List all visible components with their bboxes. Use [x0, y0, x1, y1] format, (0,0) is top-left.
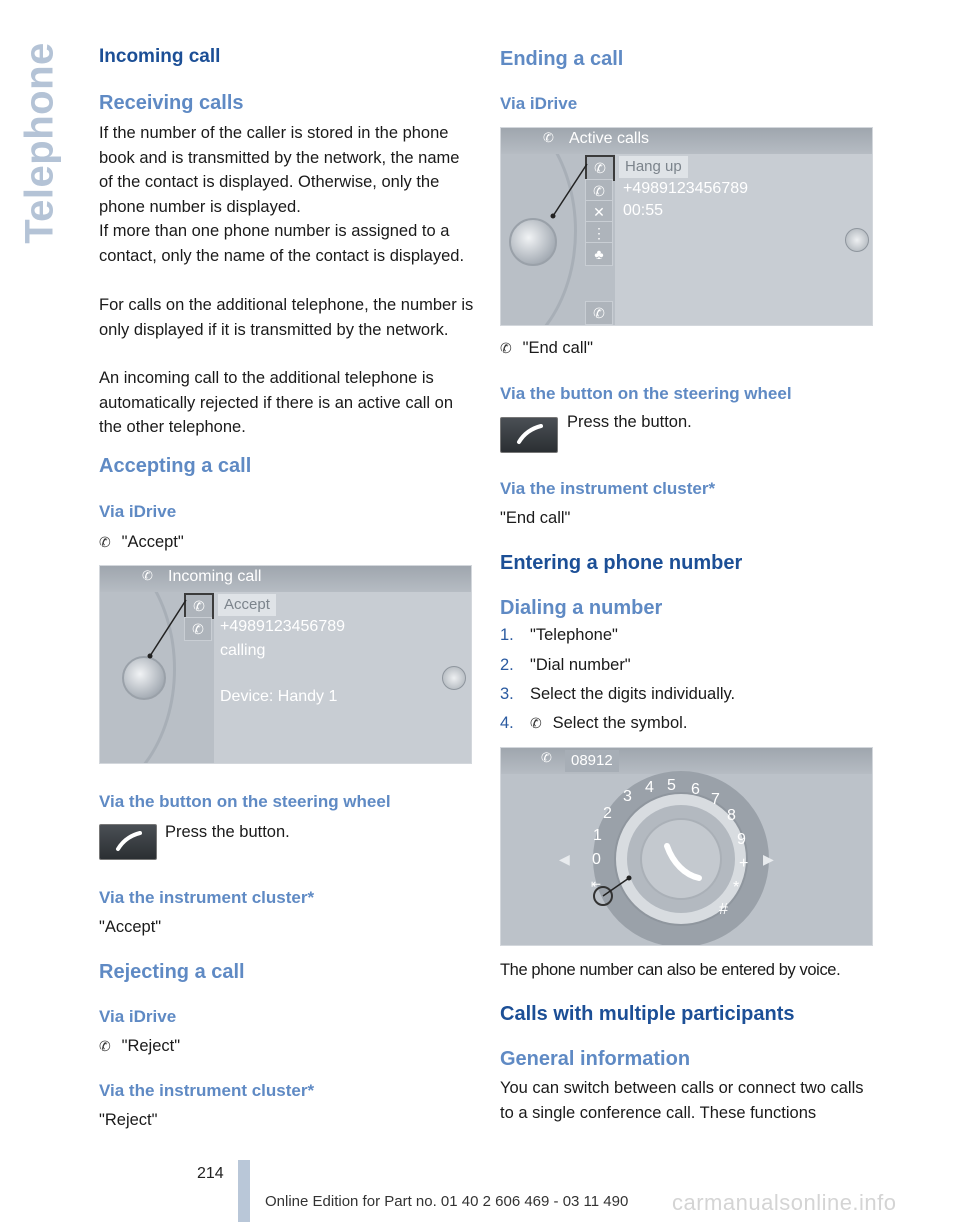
- press-button-end: Press the button.: [567, 413, 692, 431]
- mute-icon[interactable]: ✕: [585, 200, 613, 224]
- subheading-via-idrive-reject: Via iDrive: [99, 1007, 177, 1026]
- telephone-icon: ✆: [543, 130, 554, 145]
- dial-symbol-icon: ✆: [530, 715, 542, 731]
- active-number: +4989123456789: [623, 180, 749, 197]
- accept-label: "Accept": [121, 533, 184, 551]
- step-text-with-icon: [530, 714, 687, 733]
- phone-end-icon: ✆: [500, 340, 512, 356]
- end-call-line: [500, 336, 593, 361]
- handset-icon: [501, 418, 557, 452]
- svg-text:#: #: [719, 901, 728, 918]
- step-text: "Telephone": [530, 626, 618, 644]
- digit-speller: [501, 748, 872, 945]
- svg-text:6: 6: [691, 781, 700, 798]
- entered-digits: 08912: [565, 750, 619, 772]
- page-number: 214: [197, 1165, 224, 1182]
- heading-entering-number: Entering a phone number: [500, 552, 743, 574]
- subheading-via-steering-end: Via the button on the steering wheel: [500, 384, 792, 403]
- pointer-line: [501, 128, 872, 325]
- cluster-accept-label: "Accept": [99, 918, 162, 936]
- idrive-screen-incoming-call: [99, 565, 472, 764]
- subheading-via-idrive-end: Via iDrive: [500, 94, 578, 113]
- device-name: Device: Handy 1: [220, 688, 338, 705]
- step-text: Select the symbol.: [552, 714, 688, 732]
- footer-accent-bar: [238, 1160, 250, 1222]
- svg-text:2: 2: [603, 805, 612, 822]
- telephone-icon: ✆: [541, 750, 552, 765]
- end-call-label: "End call": [522, 339, 594, 357]
- step-text: Select the digits individually.: [530, 685, 736, 703]
- paragraph-auto-reject: An incoming call to the additional telephone is automatically rejected if there is an active call on the other telephone.: [99, 369, 454, 436]
- cluster-reject-label: "Reject": [99, 1111, 158, 1129]
- accept-call-icon[interactable]: ✆: [184, 593, 214, 619]
- subheading-via-cluster-accept: Via the instrument cluster*: [99, 888, 315, 907]
- heading-multiple-participants: Calls with multiple participants: [500, 1003, 795, 1025]
- handsfree-icon[interactable]: ✆: [585, 301, 613, 325]
- reject-call-icon[interactable]: ✆: [184, 617, 212, 641]
- keypad-icon[interactable]: ⋮: [585, 221, 613, 245]
- step-number: 1.: [500, 626, 514, 644]
- caller-number: +4989123456789: [220, 618, 346, 635]
- svg-text:3: 3: [623, 788, 632, 805]
- heading-receiving-calls: Receiving calls: [99, 92, 244, 114]
- svg-text:▶: ▶: [763, 851, 774, 867]
- watermark: carmanualsonline.info: [672, 1190, 897, 1215]
- steering-wheel-phone-button-end: [500, 417, 558, 453]
- accept-line: [99, 530, 184, 555]
- heading-incoming-call: Incoming call: [99, 46, 221, 67]
- contacts-icon[interactable]: ♣: [585, 242, 613, 266]
- svg-text:+: +: [739, 855, 749, 872]
- step-number: 3.: [500, 685, 514, 703]
- screen-title: Active calls: [569, 130, 650, 147]
- handset-icon: [100, 825, 156, 859]
- telephone-icon: ✆: [142, 568, 153, 583]
- subheading-via-idrive-accept: Via iDrive: [99, 502, 177, 521]
- reject-label: "Reject": [121, 1037, 181, 1055]
- call-status: calling: [220, 642, 266, 659]
- heading-ending-call: Ending a call: [500, 48, 624, 70]
- svg-text:*: *: [733, 879, 740, 896]
- idrive-screen-active-calls: [500, 127, 873, 326]
- paragraph-additional-telephone: For calls on the additional telephone, the number is only displayed if it is transmitted by the network.: [99, 296, 474, 339]
- phone-reject-icon: ✆: [99, 1038, 111, 1054]
- paragraph-caller-number: If the number of the caller is stored in the phone book and is transmitted by the network, the name of the contact is displayed. Otherwise, only the phone number is displayed.: [99, 124, 460, 216]
- pointer-line: [100, 566, 471, 763]
- heading-rejecting-call: Rejecting a call: [99, 961, 245, 983]
- reject-line: [99, 1034, 180, 1059]
- subheading-via-cluster-end: Via the instrument cluster*: [500, 479, 716, 498]
- svg-text:◀: ◀: [559, 851, 570, 867]
- heading-accepting-call: Accepting a call: [99, 455, 252, 477]
- paragraph-multiple-numbers: If more than one phone number is assigned to a contact, only the name of the contact is displayed.: [99, 222, 465, 265]
- idrive-screen-dial-number: [500, 747, 873, 946]
- phone-accept-icon: ✆: [99, 534, 111, 550]
- cluster-end-call-label: "End call": [500, 509, 571, 527]
- voice-entry-note: The phone number can also be entered by voice.: [500, 961, 841, 979]
- edition-info: Online Edition for Part no. 01 40 2 606 469 - 03 11 490: [265, 1193, 629, 1210]
- svg-text:8: 8: [727, 807, 736, 824]
- side-section-title: [17, 38, 62, 248]
- svg-text:0: 0: [592, 851, 601, 868]
- hang-up-icon[interactable]: ✆: [585, 155, 615, 181]
- svg-text:5: 5: [667, 777, 676, 794]
- steering-wheel-phone-button: [99, 824, 157, 860]
- heading-general-information: General information: [500, 1048, 691, 1070]
- side-section-title-text: Telephone: [17, 42, 62, 244]
- paragraph-switch-calls: You can switch between calls or connect two calls to a single conference call. These functions: [500, 1079, 864, 1122]
- phone-icon[interactable]: ✆: [585, 179, 613, 203]
- screen-title: Incoming call: [168, 568, 262, 585]
- step-number: 4.: [500, 714, 514, 732]
- svg-text:7: 7: [711, 791, 720, 808]
- menu-hang-up[interactable]: Hang up: [619, 156, 688, 178]
- svg-text:⇤: ⇤: [591, 877, 602, 891]
- svg-text:9: 9: [737, 831, 746, 848]
- press-button-accept: Press the button.: [165, 823, 290, 841]
- subheading-via-cluster-reject: Via the instrument cluster*: [99, 1081, 315, 1100]
- step-text: "Dial number": [530, 656, 631, 674]
- menu-accept[interactable]: Accept: [218, 594, 276, 616]
- heading-dialing-number: Dialing a number: [500, 597, 663, 619]
- subheading-via-steering-accept: Via the button on the steering wheel: [99, 792, 391, 811]
- step-number: 2.: [500, 656, 514, 674]
- call-duration: 00:55: [623, 202, 664, 219]
- svg-text:1: 1: [593, 827, 602, 844]
- svg-text:4: 4: [645, 779, 654, 796]
